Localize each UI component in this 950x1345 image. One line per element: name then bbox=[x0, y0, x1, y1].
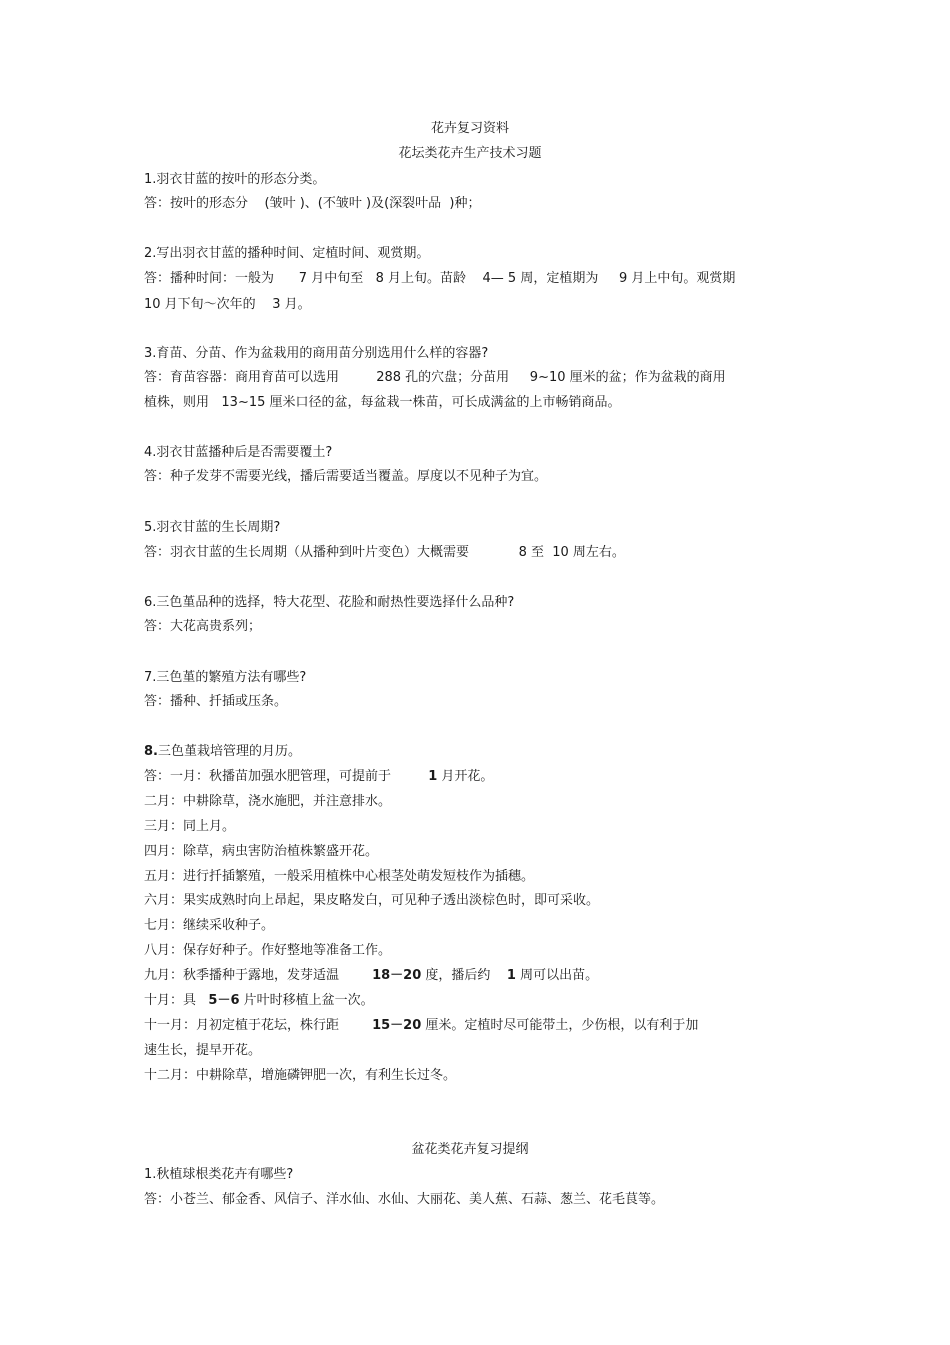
question-8-number: 8. bbox=[144, 744, 158, 759]
section-title: 花坛类花卉生产技术习题 bbox=[398, 146, 542, 161]
month-11-line-2: 速生长，提早开花。 bbox=[144, 1043, 262, 1058]
month-9-weeks: 1 bbox=[506, 968, 516, 983]
answer-4: 答：种子发芽不需要光线，播后需要适当覆盖。厚度以不见种子为宜。 bbox=[144, 469, 548, 484]
month-1-number: 1 bbox=[428, 769, 438, 784]
answer-5: 答：羽衣甘蓝的生长周期（从播种到叶片变色）大概需要 8 至 10 周左右。 bbox=[144, 545, 625, 560]
question-7: 7.三色堇的繁殖方法有哪些? bbox=[144, 670, 307, 685]
question-5: 5.羽衣甘蓝的生长周期? bbox=[144, 520, 281, 535]
answer-3-line-1: 答：育苗容器：商用育苗可以选用 288 孔的穴盘；分苗用 9~10 厘米的盆；作为盆栽的商用 bbox=[144, 370, 726, 385]
month-1-tail: 月开花。 bbox=[437, 769, 494, 784]
question-1: 1.羽衣甘蓝的按叶的形态分类。 bbox=[144, 172, 326, 187]
answer-2-line-1: 答：播种时间：一般为 7 月中旬至 8 月上旬。苗龄 4— 5 周，定植期为 9 月上中旬。观赏期 bbox=[144, 271, 736, 286]
answer-1: 答：按叶的形态分 (皱叶 )、(不皱叶 )及(深裂叶品 )种； bbox=[144, 196, 481, 211]
month-6: 六月：果实成熟时向上昂起，果皮略发白，可见种子透出淡棕色时，即可采收。 bbox=[144, 893, 600, 908]
month-10-leaves: 5－6 bbox=[208, 993, 240, 1008]
section-2-answer-1: 答：小苍兰、郁金香、风信子、洋水仙、水仙、大丽花、美人蕉、石蒜、葱兰、花毛茛等。 bbox=[144, 1192, 665, 1207]
month-7: 七月：继续采收种子。 bbox=[144, 918, 275, 933]
month-10-text: 十月：具 bbox=[144, 993, 209, 1008]
month-9-mid: 度，播后约 bbox=[421, 968, 507, 983]
month-9-text: 九月：秋季播种于露地，发芽适温 bbox=[144, 968, 373, 983]
month-1 bbox=[144, 768, 493, 786]
month-10-tail: 片叶时移植上盆一次。 bbox=[239, 993, 374, 1008]
question-4: 4.羽衣甘蓝播种后是否需要覆土? bbox=[144, 445, 333, 460]
month-9-temp: 18－20 bbox=[372, 968, 422, 983]
month-8: 八月：保存好种子。作好整地等准备工作。 bbox=[144, 943, 392, 958]
month-9-tail: 周可以出苗。 bbox=[515, 968, 599, 983]
answer-2-line-2: 10 月下旬～次年的 3 月。 bbox=[144, 297, 311, 312]
question-8-text: 三色堇栽培管理的月历。 bbox=[157, 744, 301, 759]
month-5: 五月：进行扦插繁殖，一般采用植株中心根茎处萌发短枝作为插穗。 bbox=[144, 869, 535, 884]
document-title: 花卉复习资料 bbox=[430, 121, 509, 136]
month-11-text: 十一月：月初定植于花坛，株行距 bbox=[144, 1018, 373, 1033]
answer-7: 答：播种、扦插或压条。 bbox=[144, 694, 288, 709]
question-3: 3.育苗、分苗、作为盆栽用的商用苗分别选用什么样的容器? bbox=[144, 346, 489, 361]
month-1-text: 答：一月：秋播苗加强水肥管理，可提前于 bbox=[144, 769, 429, 784]
section-2-question-1: 1.秋植球根类花卉有哪些? bbox=[144, 1167, 294, 1182]
month-10 bbox=[144, 992, 374, 1010]
month-2: 二月：中耕除草，浇水施肥，并注意排水。 bbox=[144, 794, 392, 809]
question-2: 2.写出羽衣甘蓝的播种时间、定植时间、观赏期。 bbox=[144, 246, 430, 261]
month-11-spacing: 15－20 bbox=[372, 1018, 422, 1033]
question-8 bbox=[144, 743, 301, 761]
month-11 bbox=[144, 1017, 698, 1035]
question-6: 6.三色堇品种的选择，特大花型、花脸和耐热性要选择什么品种? bbox=[144, 595, 515, 610]
month-3: 三月：同上月。 bbox=[144, 819, 236, 834]
month-9 bbox=[144, 967, 598, 985]
month-11-tail: 厘米。定植时尽可能带土，少伤根，以有利于加 bbox=[421, 1018, 699, 1033]
answer-3-line-2: 植株，则用 13~15 厘米口径的盆，每盆栽一株苗，可长成满盆的上市畅销商品。 bbox=[144, 395, 621, 410]
answer-6: 答：大花高贵系列； bbox=[144, 619, 262, 634]
month-4: 四月：除草，病虫害防治植株繁盛开花。 bbox=[144, 844, 379, 859]
section-2-title: 盆花类花卉复习提纲 bbox=[411, 1142, 529, 1157]
month-12: 十二月：中耕除草，增施磷钾肥一次，有利生长过冬。 bbox=[144, 1068, 457, 1083]
